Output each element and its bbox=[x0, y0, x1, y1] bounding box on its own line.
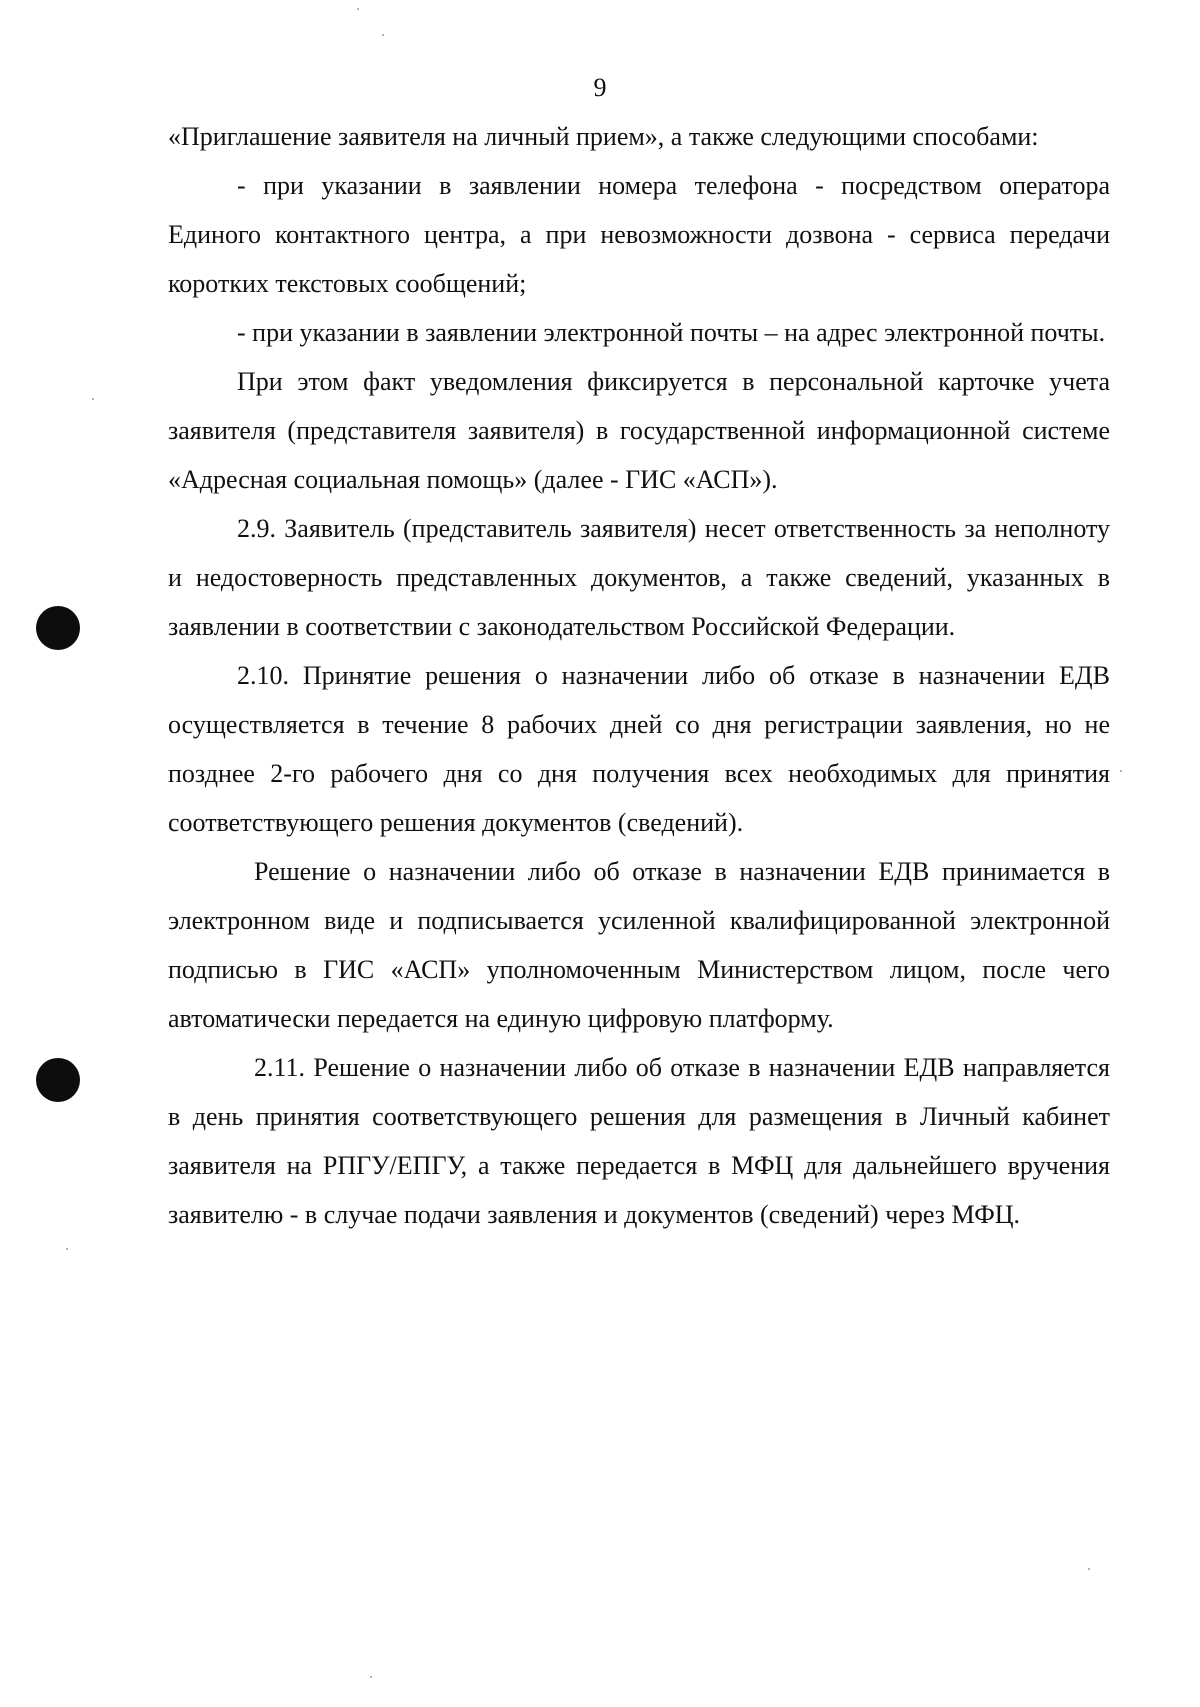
paragraph-2-10: 2.10. Принятие решения о назначении либо об отказе в назначении ЕДВ осуществляется в течение 8 рабочих дней со дня регистрации заявления, но не позднее 2-го рабочего дня со дня получения всех необходимых для принятия соответствующего решения документов (сведений). bbox=[168, 661, 1110, 837]
punch-hole-top bbox=[36, 606, 80, 650]
paragraph-notification-record: При этом факт уведомления фиксируется в персональной карточке учета заявителя (представителя заявителя) в государственной информационной системе «Адресная социальная помощь» (далее - ГИС «АСП»). bbox=[168, 367, 1110, 494]
paragraph-2-11: 2.11. Решение о назначении либо об отказе в назначении ЕДВ направляется в день принятия соответствующего решения для размещения в Личный кабинет заявителя на РПГУ/ЕПГУ, а также передается в МФЦ для дальнейшего вручения заявителю - в случае подачи заявления и документов (сведений) через МФЦ. bbox=[168, 1053, 1110, 1229]
scan-speck bbox=[1120, 770, 1122, 772]
punch-hole-bottom bbox=[36, 1058, 80, 1102]
page-number: 9 bbox=[593, 73, 607, 102]
paragraph-phone-notification: - при указании в заявлении номера телефона - посредством оператора Единого контактного центра, а при невозможности дозвона - сервиса передачи коротких текстовых сообщений; bbox=[168, 171, 1110, 298]
scan-speck bbox=[357, 8, 359, 10]
scan-speck bbox=[370, 1676, 372, 1678]
scan-speck bbox=[92, 398, 94, 400]
scan-speck bbox=[66, 1248, 68, 1250]
scan-speck bbox=[382, 34, 384, 36]
scan-speck bbox=[1088, 1568, 1090, 1570]
paragraph-decision-signing: Решение о назначении либо об отказе в назначении ЕДВ принимается в электронном виде и подписывается усиленной квалифицированной электронной подписью в ГИС «АСП» уполномоченным Министерством лицом, после чего автоматически передается на единую цифровую платформу. bbox=[168, 857, 1110, 1033]
paragraph-invitation-continuation: «Приглашение заявителя на личный прием», а также следующими способами: bbox=[168, 122, 1039, 151]
document-body bbox=[168, 112, 1110, 1239]
paragraph-2-9: 2.9. Заявитель (представитель заявителя) несет ответственность за неполноту и недостоверность представленных документов, а также сведений, указанных в заявлении в соответствии с законодательством Российской Федерации. bbox=[168, 514, 1110, 641]
paragraph-email-notification: - при указании в заявлении электронной почты – на адрес электронной почты. bbox=[237, 318, 1106, 347]
